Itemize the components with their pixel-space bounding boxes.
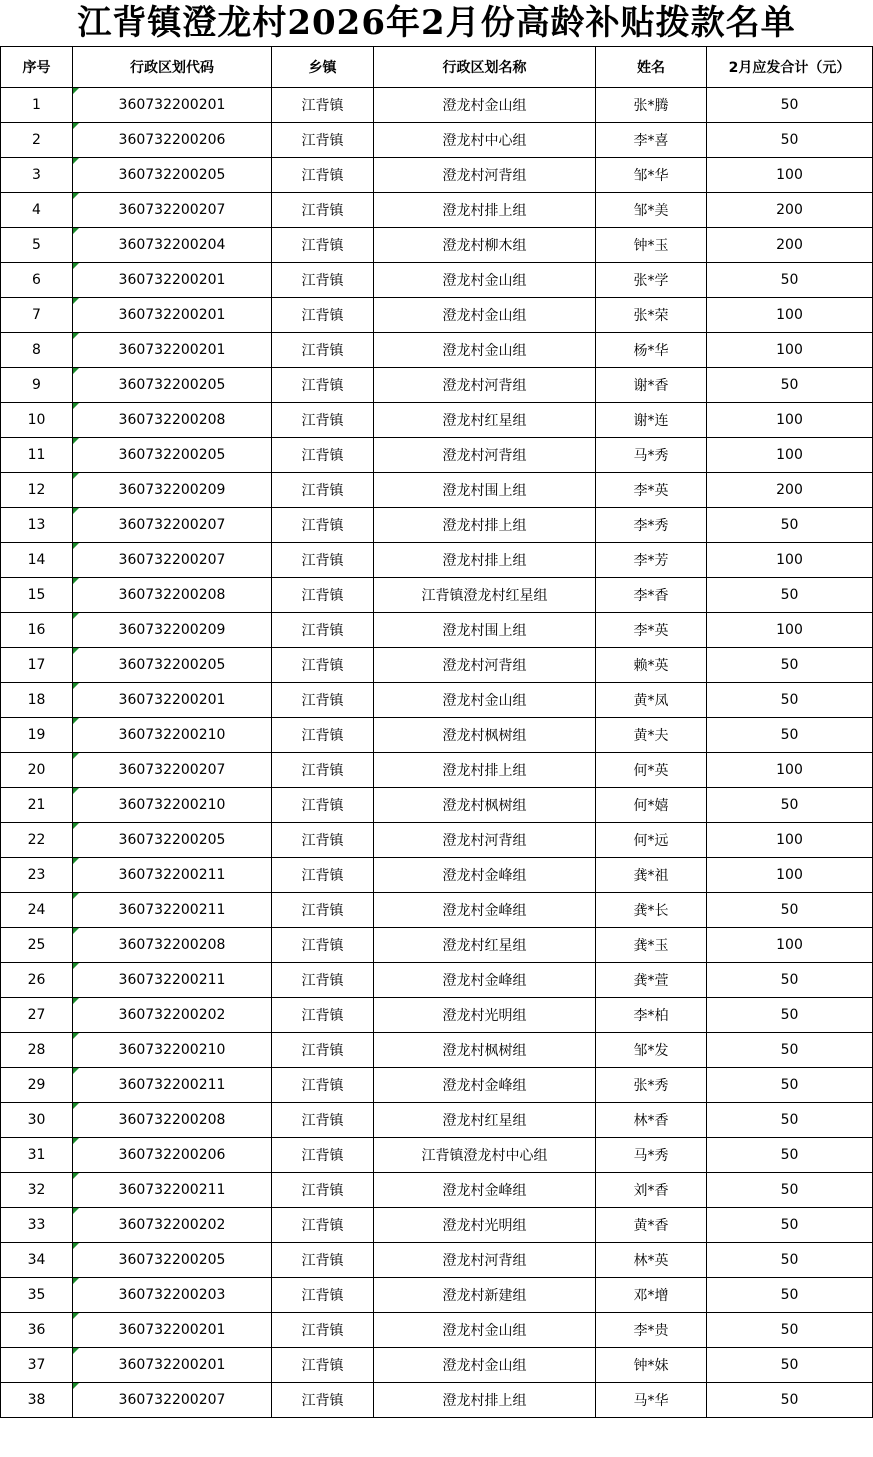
cell-region-name: 澄龙村河背组 <box>374 648 596 683</box>
cell-region-code: 360732200207 <box>73 543 272 578</box>
cell-amount: 100 <box>707 543 873 578</box>
table-row <box>1 1033 873 1068</box>
table-row <box>1 1313 873 1348</box>
cell-serial: 18 <box>1 683 73 718</box>
table-row <box>1 1173 873 1208</box>
cell-name: 张*学 <box>596 263 707 298</box>
cell-town: 江背镇 <box>272 1138 374 1173</box>
table-body <box>1 88 873 1418</box>
subsidy-table <box>0 46 873 1418</box>
table-row <box>1 788 873 823</box>
cell-serial: 16 <box>1 613 73 648</box>
cell-region-name: 澄龙村金山组 <box>374 333 596 368</box>
cell-region-name: 澄龙村金山组 <box>374 683 596 718</box>
cell-town: 江背镇 <box>272 263 374 298</box>
cell-amount: 50 <box>707 788 873 823</box>
table-row <box>1 228 873 263</box>
cell-name: 李*贵 <box>596 1313 707 1348</box>
cell-name: 何*远 <box>596 823 707 858</box>
table-row <box>1 298 873 333</box>
cell-name: 李*柏 <box>596 998 707 1033</box>
cell-serial: 20 <box>1 753 73 788</box>
cell-name: 邹*华 <box>596 158 707 193</box>
cell-serial: 31 <box>1 1138 73 1173</box>
cell-name: 林*香 <box>596 1103 707 1138</box>
table-row <box>1 508 873 543</box>
cell-town: 江背镇 <box>272 88 374 123</box>
cell-amount: 50 <box>707 963 873 998</box>
cell-region-code: 360732200211 <box>73 893 272 928</box>
cell-town: 江背镇 <box>272 963 374 998</box>
cell-region-code: 360732200201 <box>73 263 272 298</box>
cell-town: 江背镇 <box>272 1313 374 1348</box>
cell-serial: 32 <box>1 1173 73 1208</box>
cell-region-code: 360732200206 <box>73 1138 272 1173</box>
cell-region-code: 360732200201 <box>73 88 272 123</box>
cell-amount: 200 <box>707 473 873 508</box>
cell-region-name: 澄龙村枫树组 <box>374 1033 596 1068</box>
cell-region-code: 360732200208 <box>73 1103 272 1138</box>
cell-town: 江背镇 <box>272 1383 374 1418</box>
cell-region-name: 澄龙村金山组 <box>374 263 596 298</box>
cell-town: 江背镇 <box>272 1208 374 1243</box>
table-row <box>1 1243 873 1278</box>
cell-region-code: 360732200211 <box>73 1068 272 1103</box>
cell-name: 邹*美 <box>596 193 707 228</box>
cell-town: 江背镇 <box>272 298 374 333</box>
cell-name: 马*秀 <box>596 438 707 473</box>
cell-region-name: 澄龙村金峰组 <box>374 893 596 928</box>
cell-town: 江背镇 <box>272 1348 374 1383</box>
cell-amount: 200 <box>707 193 873 228</box>
cell-name: 李*香 <box>596 578 707 613</box>
cell-amount: 100 <box>707 403 873 438</box>
cell-serial: 28 <box>1 1033 73 1068</box>
cell-amount: 50 <box>707 1103 873 1138</box>
table-row <box>1 648 873 683</box>
cell-name: 马*华 <box>596 1383 707 1418</box>
table-row <box>1 1068 873 1103</box>
cell-region-name: 澄龙村河背组 <box>374 438 596 473</box>
table-row <box>1 1383 873 1418</box>
cell-amount: 50 <box>707 368 873 403</box>
cell-region-name: 澄龙村围上组 <box>374 473 596 508</box>
cell-town: 江背镇 <box>272 1033 374 1068</box>
cell-serial: 3 <box>1 158 73 193</box>
cell-serial: 30 <box>1 1103 73 1138</box>
cell-amount: 50 <box>707 893 873 928</box>
cell-region-name: 澄龙村金峰组 <box>374 963 596 998</box>
cell-region-name: 澄龙村金山组 <box>374 1313 596 1348</box>
cell-region-code: 360732200211 <box>73 1173 272 1208</box>
cell-serial: 9 <box>1 368 73 403</box>
cell-town: 江背镇 <box>272 158 374 193</box>
cell-region-name: 澄龙村红星组 <box>374 928 596 963</box>
cell-serial: 27 <box>1 998 73 1033</box>
cell-region-name: 澄龙村河背组 <box>374 368 596 403</box>
cell-region-code: 360732200202 <box>73 1208 272 1243</box>
cell-serial: 24 <box>1 893 73 928</box>
header-amount: 2月应发合计（元） <box>707 47 873 88</box>
table-row <box>1 438 873 473</box>
cell-serial: 13 <box>1 508 73 543</box>
cell-amount: 50 <box>707 1278 873 1313</box>
cell-amount: 50 <box>707 88 873 123</box>
cell-town: 江背镇 <box>272 928 374 963</box>
table-row <box>1 1208 873 1243</box>
cell-serial: 36 <box>1 1313 73 1348</box>
cell-amount: 50 <box>707 648 873 683</box>
cell-amount: 100 <box>707 158 873 193</box>
cell-serial: 35 <box>1 1278 73 1313</box>
table-row <box>1 263 873 298</box>
cell-region-code: 360732200205 <box>73 823 272 858</box>
cell-region-code: 360732200205 <box>73 368 272 403</box>
cell-serial: 25 <box>1 928 73 963</box>
cell-region-name: 江背镇澄龙村红星组 <box>374 578 596 613</box>
cell-region-code: 360732200201 <box>73 683 272 718</box>
table-row <box>1 88 873 123</box>
cell-amount: 200 <box>707 228 873 263</box>
header-region-name: 行政区划名称 <box>374 47 596 88</box>
cell-amount: 100 <box>707 438 873 473</box>
table-row <box>1 123 873 158</box>
cell-town: 江背镇 <box>272 613 374 648</box>
cell-town: 江背镇 <box>272 1068 374 1103</box>
cell-name: 龚*萱 <box>596 963 707 998</box>
cell-town: 江背镇 <box>272 823 374 858</box>
cell-region-code: 360732200210 <box>73 1033 272 1068</box>
cell-region-name: 澄龙村河背组 <box>374 823 596 858</box>
cell-region-name: 澄龙村排上组 <box>374 753 596 788</box>
cell-region-name: 澄龙村枫树组 <box>374 718 596 753</box>
cell-town: 江背镇 <box>272 753 374 788</box>
cell-name: 何*嬉 <box>596 788 707 823</box>
cell-serial: 1 <box>1 88 73 123</box>
cell-serial: 29 <box>1 1068 73 1103</box>
table-row <box>1 1348 873 1383</box>
header-serial: 序号 <box>1 47 73 88</box>
table-row <box>1 858 873 893</box>
cell-region-code: 360732200205 <box>73 1243 272 1278</box>
cell-region-code: 360732200205 <box>73 438 272 473</box>
cell-region-code: 360732200211 <box>73 963 272 998</box>
cell-serial: 4 <box>1 193 73 228</box>
cell-amount: 50 <box>707 683 873 718</box>
cell-serial: 5 <box>1 228 73 263</box>
cell-region-name: 澄龙村金山组 <box>374 88 596 123</box>
cell-amount: 50 <box>707 1068 873 1103</box>
cell-region-name: 澄龙村排上组 <box>374 543 596 578</box>
cell-name: 黄*凤 <box>596 683 707 718</box>
cell-region-name: 澄龙村新建组 <box>374 1278 596 1313</box>
cell-region-code: 360732200210 <box>73 718 272 753</box>
cell-serial: 37 <box>1 1348 73 1383</box>
cell-town: 江背镇 <box>272 578 374 613</box>
table-row <box>1 928 873 963</box>
cell-region-name: 澄龙村中心组 <box>374 123 596 158</box>
table-row <box>1 1103 873 1138</box>
cell-region-name: 澄龙村金峰组 <box>374 1173 596 1208</box>
cell-name: 赖*英 <box>596 648 707 683</box>
cell-amount: 50 <box>707 1208 873 1243</box>
cell-town: 江背镇 <box>272 403 374 438</box>
cell-name: 刘*香 <box>596 1173 707 1208</box>
table-row <box>1 683 873 718</box>
cell-amount: 100 <box>707 928 873 963</box>
cell-region-code: 360732200201 <box>73 298 272 333</box>
cell-region-code: 360732200211 <box>73 858 272 893</box>
cell-name: 龚*玉 <box>596 928 707 963</box>
table-row <box>1 193 873 228</box>
header-town: 乡镇 <box>272 47 374 88</box>
cell-serial: 10 <box>1 403 73 438</box>
cell-amount: 50 <box>707 1383 873 1418</box>
cell-region-name: 澄龙村金峰组 <box>374 1068 596 1103</box>
cell-region-code: 360732200207 <box>73 508 272 543</box>
cell-serial: 15 <box>1 578 73 613</box>
cell-name: 黄*夫 <box>596 718 707 753</box>
cell-name: 李*英 <box>596 473 707 508</box>
cell-serial: 22 <box>1 823 73 858</box>
cell-name: 钟*妹 <box>596 1348 707 1383</box>
cell-region-code: 360732200208 <box>73 928 272 963</box>
cell-serial: 21 <box>1 788 73 823</box>
cell-town: 江背镇 <box>272 893 374 928</box>
table-row <box>1 893 873 928</box>
cell-town: 江背镇 <box>272 193 374 228</box>
cell-name: 龚*祖 <box>596 858 707 893</box>
cell-serial: 33 <box>1 1208 73 1243</box>
cell-amount: 100 <box>707 823 873 858</box>
cell-town: 江背镇 <box>272 333 374 368</box>
cell-region-code: 360732200207 <box>73 1383 272 1418</box>
cell-amount: 50 <box>707 1173 873 1208</box>
cell-amount: 50 <box>707 1348 873 1383</box>
cell-name: 张*荣 <box>596 298 707 333</box>
cell-town: 江背镇 <box>272 788 374 823</box>
header-name: 姓名 <box>596 47 707 88</box>
table-header-row <box>1 47 873 88</box>
table-row <box>1 403 873 438</box>
cell-region-name: 澄龙村排上组 <box>374 1383 596 1418</box>
cell-town: 江背镇 <box>272 543 374 578</box>
cell-name: 李*芳 <box>596 543 707 578</box>
cell-region-name: 澄龙村金峰组 <box>374 858 596 893</box>
cell-name: 张*腾 <box>596 88 707 123</box>
cell-region-name: 澄龙村围上组 <box>374 613 596 648</box>
cell-region-code: 360732200209 <box>73 613 272 648</box>
cell-serial: 14 <box>1 543 73 578</box>
cell-name: 钟*玉 <box>596 228 707 263</box>
cell-region-code: 360732200208 <box>73 578 272 613</box>
cell-region-name: 澄龙村金山组 <box>374 298 596 333</box>
cell-region-code: 360732200207 <box>73 753 272 788</box>
cell-name: 谢*连 <box>596 403 707 438</box>
cell-serial: 11 <box>1 438 73 473</box>
table-row <box>1 823 873 858</box>
cell-region-code: 360732200203 <box>73 1278 272 1313</box>
cell-region-name: 澄龙村枫树组 <box>374 788 596 823</box>
cell-serial: 17 <box>1 648 73 683</box>
cell-region-code: 360732200205 <box>73 158 272 193</box>
cell-name: 李*秀 <box>596 508 707 543</box>
cell-region-name: 澄龙村柳木组 <box>374 228 596 263</box>
cell-town: 江背镇 <box>272 683 374 718</box>
cell-amount: 50 <box>707 123 873 158</box>
table-row <box>1 753 873 788</box>
cell-serial: 7 <box>1 298 73 333</box>
cell-region-name: 澄龙村排上组 <box>374 193 596 228</box>
cell-name: 黄*香 <box>596 1208 707 1243</box>
cell-town: 江背镇 <box>272 508 374 543</box>
cell-amount: 50 <box>707 1313 873 1348</box>
cell-serial: 38 <box>1 1383 73 1418</box>
page-title: 江背镇澄龙村2026年2月份高龄补贴拨款名单 <box>77 3 796 43</box>
cell-region-name: 澄龙村光明组 <box>374 1208 596 1243</box>
header-region-code: 行政区划代码 <box>73 47 272 88</box>
table-row <box>1 963 873 998</box>
cell-region-name: 澄龙村排上组 <box>374 508 596 543</box>
cell-amount: 100 <box>707 753 873 788</box>
cell-town: 江背镇 <box>272 1278 374 1313</box>
table-row <box>1 998 873 1033</box>
cell-name: 龚*长 <box>596 893 707 928</box>
cell-name: 马*秀 <box>596 1138 707 1173</box>
cell-region-code: 360732200201 <box>73 1313 272 1348</box>
cell-amount: 50 <box>707 1033 873 1068</box>
cell-amount: 50 <box>707 263 873 298</box>
cell-region-code: 360732200209 <box>73 473 272 508</box>
cell-amount: 100 <box>707 298 873 333</box>
cell-name: 邓*增 <box>596 1278 707 1313</box>
cell-region-name: 澄龙村光明组 <box>374 998 596 1033</box>
cell-name: 张*秀 <box>596 1068 707 1103</box>
cell-region-name: 澄龙村河背组 <box>374 158 596 193</box>
table-row <box>1 368 873 403</box>
cell-region-name: 澄龙村红星组 <box>374 403 596 438</box>
cell-serial: 34 <box>1 1243 73 1278</box>
table-row <box>1 158 873 193</box>
cell-serial: 23 <box>1 858 73 893</box>
cell-amount: 50 <box>707 1243 873 1278</box>
cell-town: 江背镇 <box>272 1173 374 1208</box>
cell-region-name: 澄龙村红星组 <box>374 1103 596 1138</box>
cell-region-name: 澄龙村河背组 <box>374 1243 596 1278</box>
cell-serial: 26 <box>1 963 73 998</box>
cell-amount: 50 <box>707 578 873 613</box>
table-row <box>1 1278 873 1313</box>
cell-amount: 50 <box>707 1138 873 1173</box>
cell-serial: 12 <box>1 473 73 508</box>
cell-amount: 50 <box>707 508 873 543</box>
cell-town: 江背镇 <box>272 1243 374 1278</box>
cell-serial: 2 <box>1 123 73 158</box>
cell-name: 李*英 <box>596 613 707 648</box>
table-row <box>1 1138 873 1173</box>
cell-town: 江背镇 <box>272 858 374 893</box>
table-row <box>1 333 873 368</box>
cell-name: 杨*华 <box>596 333 707 368</box>
cell-town: 江背镇 <box>272 228 374 263</box>
cell-name: 谢*香 <box>596 368 707 403</box>
cell-amount: 100 <box>707 613 873 648</box>
cell-region-code: 360732200204 <box>73 228 272 263</box>
cell-name: 邹*发 <box>596 1033 707 1068</box>
table-row <box>1 543 873 578</box>
cell-region-name: 澄龙村金山组 <box>374 1348 596 1383</box>
cell-town: 江背镇 <box>272 998 374 1033</box>
cell-serial: 6 <box>1 263 73 298</box>
table-row <box>1 578 873 613</box>
cell-amount: 100 <box>707 333 873 368</box>
table-row <box>1 613 873 648</box>
cell-town: 江背镇 <box>272 438 374 473</box>
cell-region-code: 360732200202 <box>73 998 272 1033</box>
cell-region-code: 360732200201 <box>73 1348 272 1383</box>
cell-amount: 100 <box>707 858 873 893</box>
cell-serial: 8 <box>1 333 73 368</box>
cell-region-code: 360732200205 <box>73 648 272 683</box>
cell-town: 江背镇 <box>272 718 374 753</box>
cell-name: 李*喜 <box>596 123 707 158</box>
table-row <box>1 718 873 753</box>
cell-town: 江背镇 <box>272 648 374 683</box>
cell-town: 江背镇 <box>272 368 374 403</box>
cell-region-name: 江背镇澄龙村中心组 <box>374 1138 596 1173</box>
cell-amount: 50 <box>707 718 873 753</box>
cell-region-code: 360732200208 <box>73 403 272 438</box>
cell-name: 何*英 <box>596 753 707 788</box>
cell-region-code: 360732200207 <box>73 193 272 228</box>
cell-town: 江背镇 <box>272 473 374 508</box>
cell-region-code: 360732200206 <box>73 123 272 158</box>
table-row <box>1 473 873 508</box>
cell-town: 江背镇 <box>272 1103 374 1138</box>
cell-town: 江背镇 <box>272 123 374 158</box>
cell-name: 林*英 <box>596 1243 707 1278</box>
cell-region-code: 360732200201 <box>73 333 272 368</box>
cell-amount: 50 <box>707 998 873 1033</box>
cell-serial: 19 <box>1 718 73 753</box>
cell-region-code: 360732200210 <box>73 788 272 823</box>
